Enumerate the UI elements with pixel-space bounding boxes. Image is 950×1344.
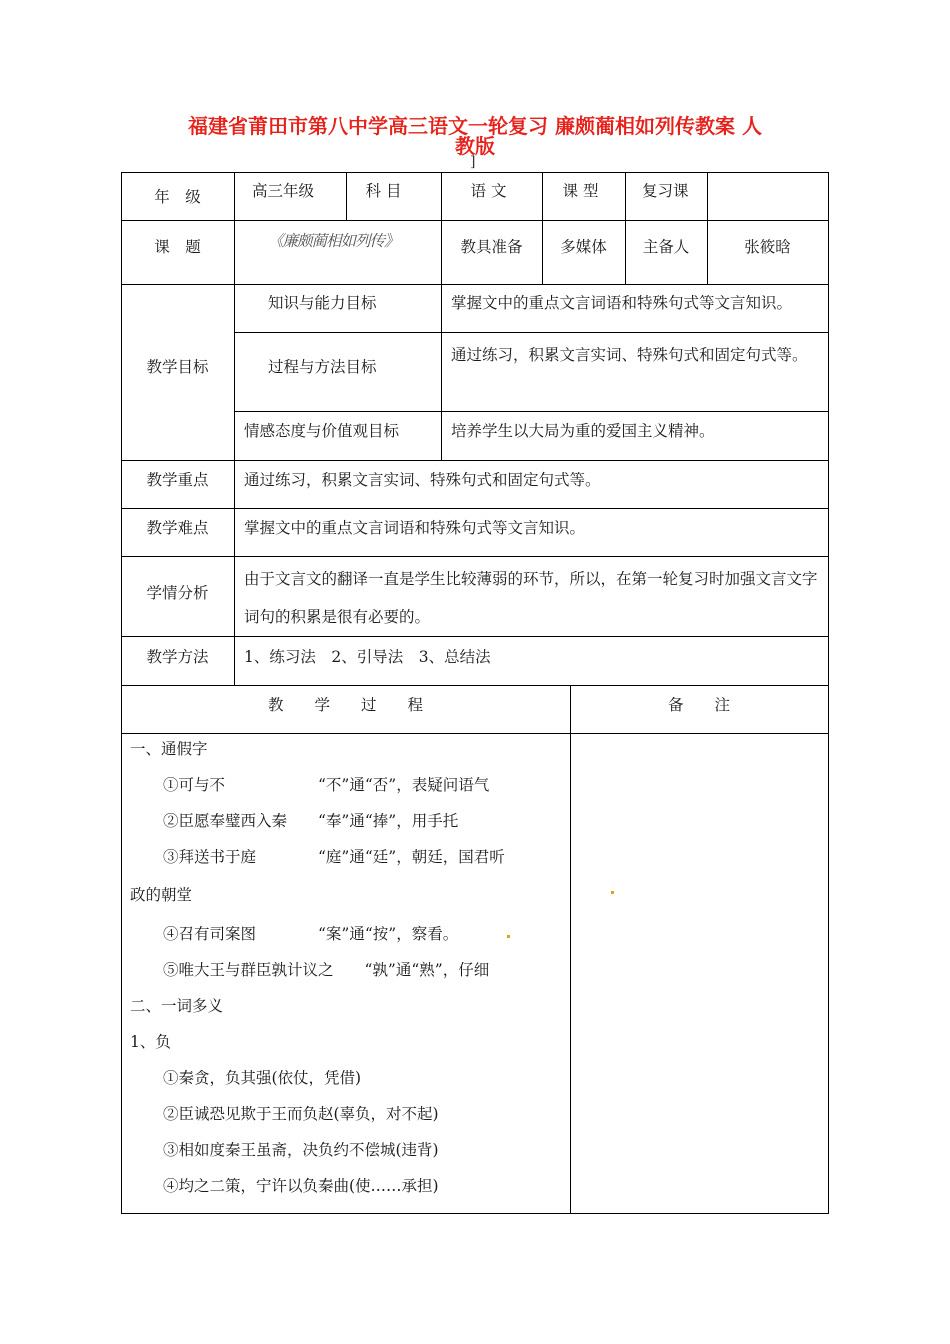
process-line: 二、一词多义 (130, 997, 224, 1015)
topic-value: 《廉颇蔺相如列传》 (268, 232, 399, 250)
process-line: 政的朝堂 (130, 886, 193, 904)
process-line: ⑤唯大王与群臣孰计议之 “孰”通“熟”，仔细 (163, 961, 490, 979)
process-header: 教 学 过 程 (267, 696, 423, 714)
row-line (121, 284, 829, 285)
subject-label: 科 目 (365, 182, 402, 200)
key-points-text: 通过练习，积累文言实词、特殊句式和固定句式等。 (244, 471, 601, 489)
process-line: ①秦贪，负其强(依仗，凭借) (163, 1069, 362, 1087)
speck-mark (611, 891, 614, 894)
grade-label: 年 级 (154, 188, 201, 206)
process-line: ③相如度秦王虽斋，决负约不偿城(违背) (163, 1141, 439, 1159)
goal-text-knowledge: 掌握文中的重点文言词语和特殊句式等文言知识。 (451, 294, 793, 312)
stray-bracket: ] (470, 154, 476, 170)
teaching-aids-label: 教具准备 (460, 238, 523, 256)
process-line: ①可与不 “不”通“否”，表疑问语气 (163, 776, 490, 794)
teaching-aids-value: 多媒体 (560, 238, 607, 256)
process-line: 1、负 (130, 1033, 171, 1051)
col-line (707, 172, 708, 284)
row-line (234, 411, 829, 412)
title-line-2: 教版 (455, 134, 495, 158)
speck-mark (507, 935, 510, 938)
notes-header: 备 注 (667, 696, 730, 714)
row-line (121, 733, 829, 734)
row-line (121, 556, 829, 557)
process-line: ④召有司案图 “案”通“按”，察看。 (163, 925, 459, 943)
row-line (121, 685, 829, 686)
subject-value: 语 文 (470, 182, 507, 200)
topic-label: 课 题 (154, 238, 201, 256)
grade-value: 高三年级 (252, 182, 315, 200)
goal-label-knowledge: 知识与能力目标 (268, 294, 377, 312)
preparer-label: 主备人 (642, 238, 690, 256)
row-line (121, 460, 829, 461)
lesson-type-label: 课 型 (562, 182, 599, 200)
difficulties-label: 教学难点 (146, 519, 209, 537)
col-line (441, 172, 442, 460)
title-line-1: 福建省莆田市第八中学高三语文一轮复习 廉颇蔺相如列传教案 人 (188, 114, 762, 138)
goal-label-process: 过程与方法目标 (268, 358, 377, 376)
student-analysis-label: 学情分析 (146, 584, 209, 602)
process-line: ②臣诚恐见欺于王而负赵(辜负，对不起) (163, 1105, 439, 1123)
teaching-methods-label: 教学方法 (146, 648, 209, 666)
teaching-goals-label: 教学目标 (146, 358, 209, 376)
goal-text-process: 通过练习，积累文言实词、特殊句式和固定句式等。 (451, 346, 808, 364)
process-line: ③拜送书于庭 “庭”通“廷”，朝廷，国君听 (163, 848, 505, 866)
process-line: 一、通假字 (130, 740, 208, 758)
key-points-label: 教学重点 (146, 471, 209, 489)
preparer-value: 张筱晗 (744, 238, 791, 256)
goal-text-attitude: 培养学生以大局为重的爱国主义精神。 (451, 422, 715, 440)
row-line (121, 220, 829, 221)
table-border-left (121, 172, 122, 1214)
row-line (121, 508, 829, 509)
teaching-methods-text: 1、练习法 2、引导法 3、总结法 (244, 648, 491, 666)
table-border-right (828, 172, 829, 1214)
process-line: ④均之二策，宁许以负秦曲(使……承担) (163, 1177, 439, 1195)
difficulties-text: 掌握文中的重点文言词语和特殊句式等文言知识。 (244, 519, 586, 537)
table-border-bottom (121, 1213, 829, 1214)
goal-label-attitude: 情感态度与价值观目标 (244, 422, 400, 440)
row-line (121, 636, 829, 637)
lesson-type-value: 复习课 (642, 182, 689, 200)
process-line: ②臣愿奉璧西入秦 “奉”通“捧”，用手托 (163, 812, 459, 830)
col-line (625, 172, 626, 284)
table-border-top (121, 172, 829, 173)
student-analysis-text: 由于文言文的翻译一直是学生比较薄弱的环节，所以，在第一轮复习时加强文言文字词句的积累是很有必要的。 (244, 570, 818, 626)
col-line (234, 172, 235, 686)
row-line (234, 332, 829, 333)
col-line (570, 685, 571, 1214)
